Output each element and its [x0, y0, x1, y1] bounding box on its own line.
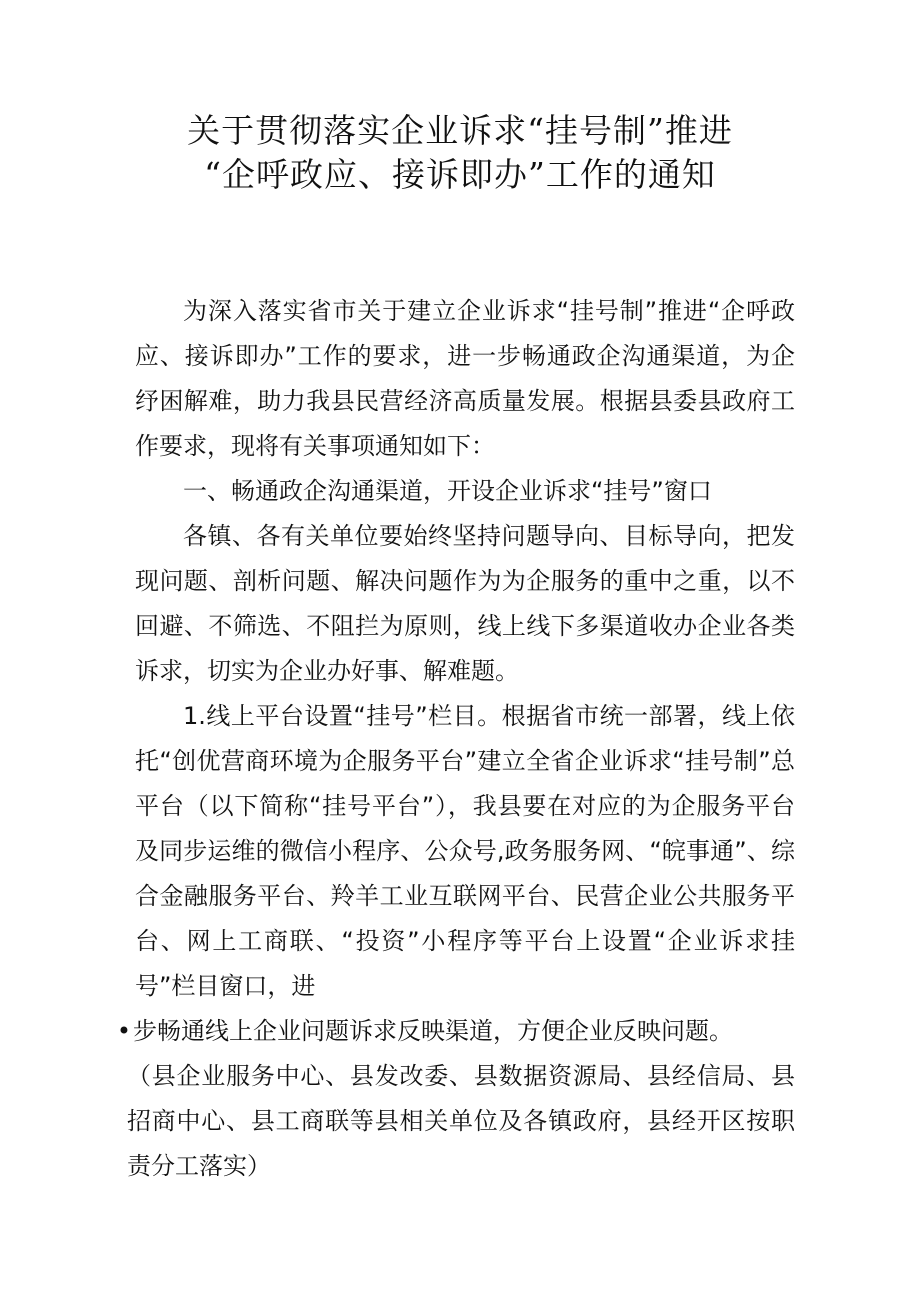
section-1-paragraph: 各镇、各有关单位要始终坚持问题导向、目标导向，把发现问题、剖析问题、解决问题作为为企服务的重中之重，以不回避、不筛选、不阻拦为原则，线上线下多渠道收办企业各类诉求，切实为企业办好事、解难题。	[135, 522, 795, 685]
document-title-line-1: 关于贯彻落实企业诉求“挂号制”推进	[187, 111, 733, 150]
intro-paragraph: 为深入落实省市关于建立企业诉求“挂号制”推进“企呼政应、接诉即办”工作的要求，进一步畅通政企沟通渠道，为企纾困解难，助力我县民营经济高质量发展。根据县委县政府工作要求，现将有关事项通知如下：	[135, 297, 795, 460]
bullet-line	[115, 1009, 795, 1054]
bullet-text: 步畅通线上企业问题诉求反映渠道，方便企业反映问题。	[133, 1017, 733, 1045]
item-1-paragraph: 1.线上平台设置“挂号”栏目。根据省市统一部署，线上依托“创优营商环境为企服务平台”建立全省企业诉求“挂号制”总平台（以下简称“挂号平台”），我县要在对应的为企服务平台及同步运维的微信小程序、公众号,政务服务网、“皖事通”、综合金融服务平台、羚羊工业互联网平台、民营企业公共服务平台、网上工商联、“投资”小程序等平台上设置“企业诉求挂号”栏目窗口，进	[135, 702, 795, 1000]
document-title-line-2: “企呼政应、接诉即办”工作的通知	[204, 155, 716, 194]
responsible-units-paragraph: （县企业服务中心、县发改委、县数据资源局、县经信局、县招商中心、县工商联等县相关单位及各镇政府，县经开区按职责分工落实）	[127, 1062, 795, 1180]
section-heading-1: 一、畅通政企沟通渠道，开设企业诉求“挂号”窗口	[183, 477, 712, 505]
bullet-mark: •	[116, 1017, 132, 1045]
